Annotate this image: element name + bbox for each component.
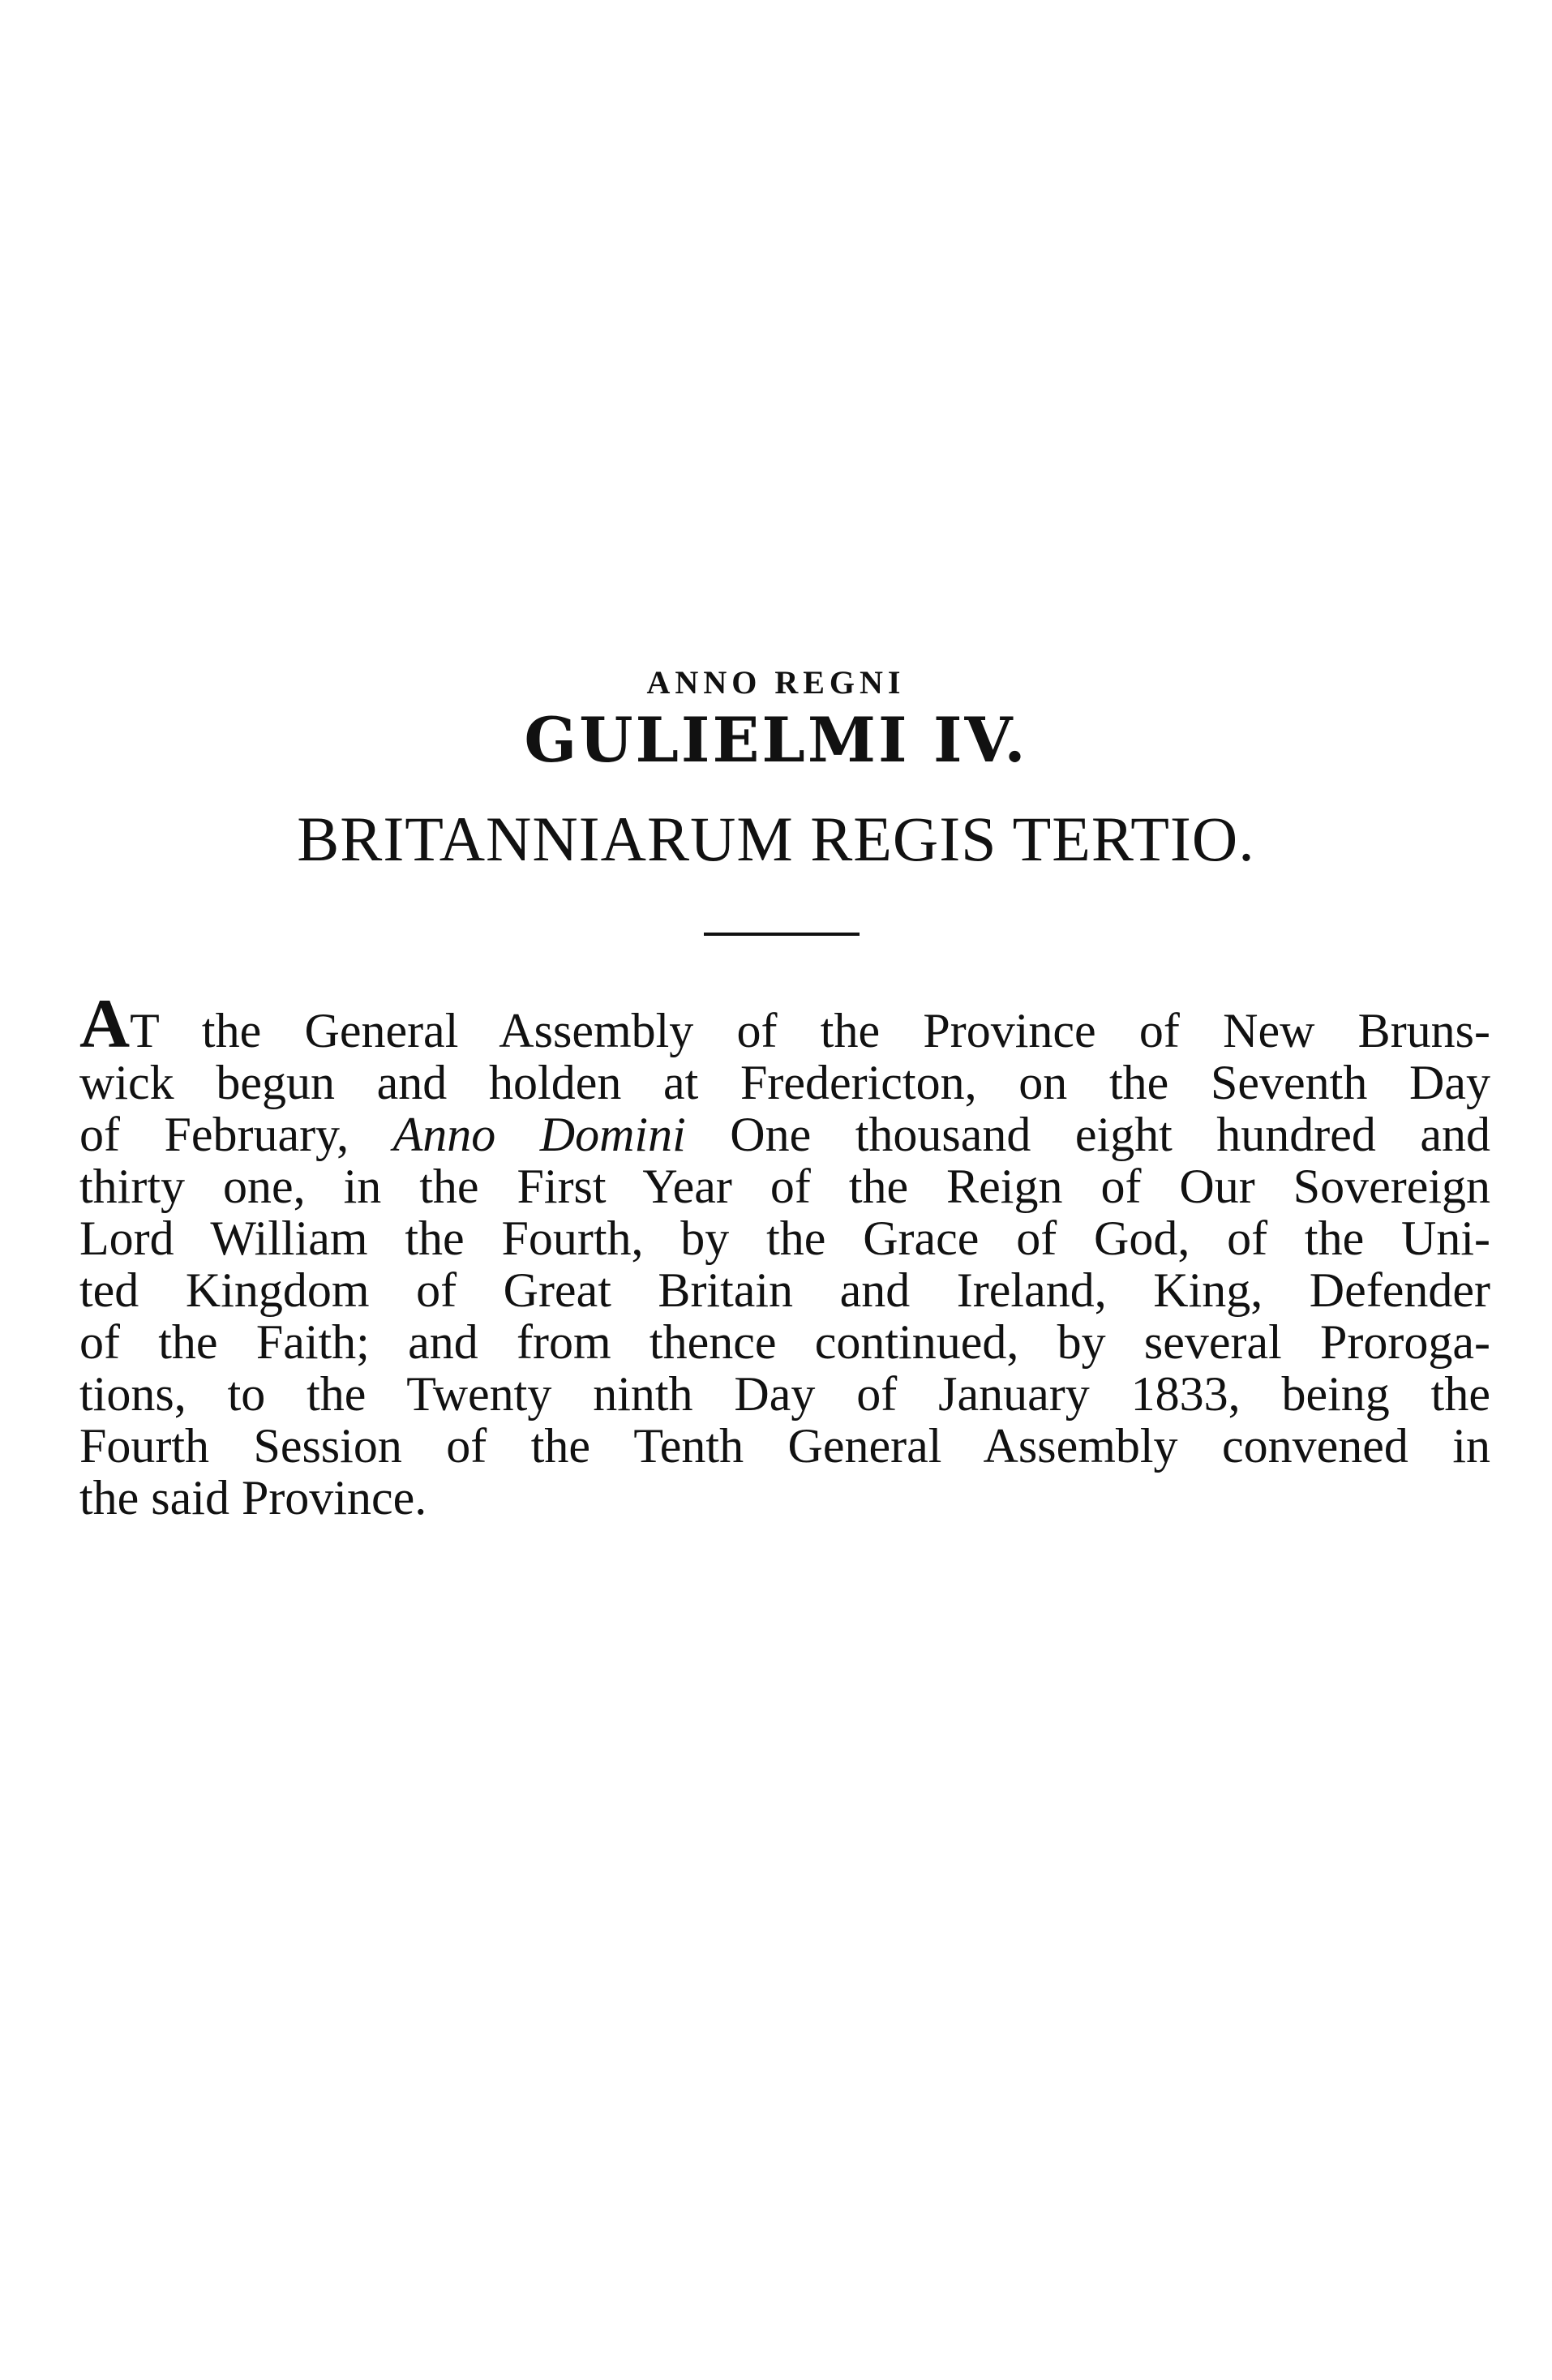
drop-cap: A: [79, 984, 131, 1062]
preamble-paragraph: [79, 984, 1491, 1524]
gulielmi-heading: GULIELMI IV.: [524, 704, 1028, 776]
anno-domini-italic: Anno Domini: [392, 1108, 686, 1161]
preamble-line-1-text: T the General Assembly of the Province of New Bruns-: [130, 1004, 1490, 1057]
anno-regni-heading: ANNO REGNI: [646, 664, 906, 701]
preamble-line-3-pre: of February,: [79, 1108, 349, 1161]
preamble-line-8: tions, to the Twenty ninth Day of January 1833, being the: [79, 1367, 1490, 1421]
preamble-line-1: [79, 984, 1490, 1062]
preamble-line-6: ted Kingdom of Great Britain and Ireland, King, Defender: [79, 1263, 1490, 1317]
preamble-line-3-post: One thousand eight hundred and: [730, 1108, 1491, 1161]
divider-rule: [704, 933, 860, 936]
preamble-line-9: Fourth Session of the Tenth General Assembly convened in: [79, 1419, 1490, 1473]
preamble-line-5: Lord William the Fourth, by the Grace of God, of the Uni-: [79, 1211, 1490, 1265]
preamble-line-2: wick begun and holden at Fredericton, on the Seventh Day: [79, 1056, 1490, 1109]
preamble-line-10: the said Province.: [79, 1471, 427, 1524]
preamble-line-7: of the Faith; and from thence continued, by several Proroga-: [79, 1315, 1490, 1369]
preamble-line-4: thirty one, in the First Year of the Reign of Our Sovereign: [79, 1160, 1490, 1213]
britanniarum-heading: BRITANNIARUM REGIS TERTIO.: [297, 804, 1255, 874]
preamble-line-3: [79, 1109, 1490, 1160]
